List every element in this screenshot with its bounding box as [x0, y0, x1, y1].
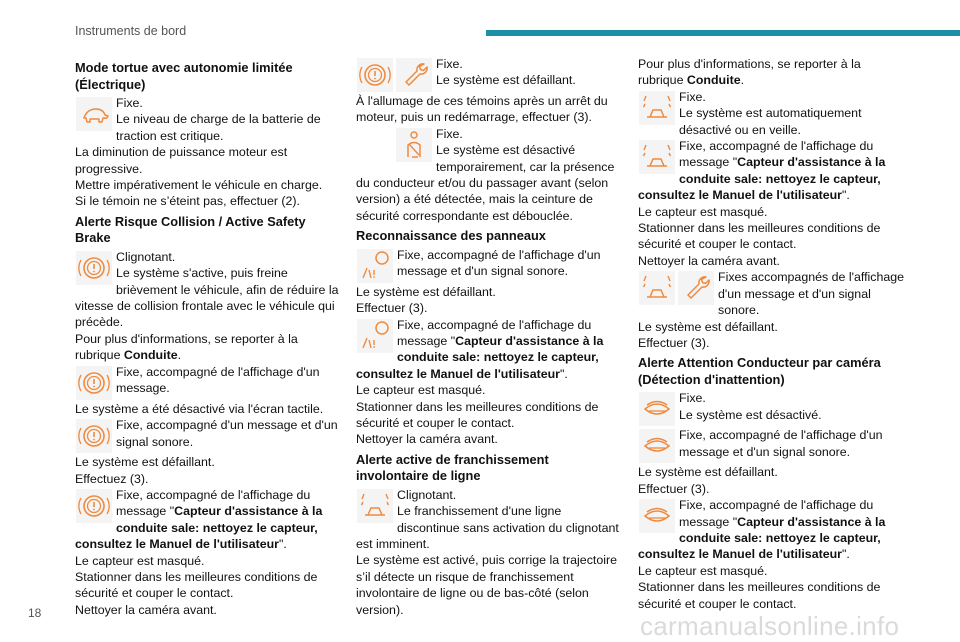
column-2: Fixe. Le système est défaillant. À l'allumage de ces témoins après un arrêt du moteur, puis un redémarrage, effectuer (3). Fixe. Le système est désactivé temporairement, car la présence du conducteur et/ou du passager avant (selon version) a été détectée, mais la ceinture de sécurité correspondante est débouclée. Reconnaissance des panneaux Fixe, accompagné de l'affichage d'un message et d'un signal sonore. Le système est défaillant. Effectuer (3). Fixe, accompagné de l'affichage du message "Capteur d'assistance à la conduite sale: nettoyez le capteur, consultez le Manuel de l'utilisateur". Le capteur est masqué. Stationner dans les meilleures conditions de sécurité et couper le contact. Nettoyer la caméra avant. Alerte active de franchissement involontaire de ligne Clignotant. Le franchissement d'une ligne discontinue sans activation du clignotant est imminent. Le système est activé, puis corrige la trajectoire s’il détecte un risque de franchissement involontaire de ligne ou de bas-côté (selon version). [356, 56, 624, 618]
driver-attention-eye-icon [638, 428, 676, 464]
driver-attention-eye-icon [638, 498, 676, 534]
warning-entry: Fixe. Le système est désactivé. [638, 390, 906, 423]
collision-alert-and-wrench-icon [356, 57, 433, 93]
collision-alert-icon [75, 488, 113, 524]
warning-entry: Fixe, accompagné de l'affichage d'un message. [75, 364, 343, 397]
warning-entry: Fixe, accompagné de l'affichage du message "Capteur d'assistance à la conduite sale: nettoyez le capteur, consultez le Manuel de l'utilisateur". [75, 487, 323, 552]
column-3: Pour plus d'informations, se reporter à la rubrique Conduite. Fixe. Le système est automatiquement désactivé ou en veille. Fixe, accompagné de l'affichage du message "Capteur d'assistance à la conduite sale: nettoyez le capteur, consultez le Manuel de l'utilisateur". Le capteur est masqué. Stationner dans les meilleures conditions de sécurité et couper le contact. Nettoyer la caméra avant. Fixes accompagnés de l'affichage d'un message et d'un signal sonore. Le système est défaillant. Effectuer (3). Alerte Attention Conducteur par caméra (Détection d'inattention) Fixe. Le système est désactivé. Fixe, accompagné de l'affichage d'un message et d'un signal sonore. Le système est défaillant. Effectuer (3). Fixe, accompagné de l'affichage du message "Capteur d'assistance à la conduite sale: nettoyez le capteur, consultez le Manuel de l'utilisateur". Le capteur est masqué. Stationner dans les meilleures conditions de sécurité et couper le contact. [638, 57, 905, 611]
watermark: carmanualsonline.info [640, 611, 900, 641]
section-title-sign-recognition: Reconnaissance des panneaux [356, 228, 546, 244]
column-1: Mode tortue avec autonomie limitée (Électrique) Fixe. Le niveau de charge de la batterie de traction est critique. La diminution de puissance moteur est progressive. Mettre impérativement le véhicule en charge. Si le témoin ne s’éteint pas, effectuer (2). Alerte Risque Collision / Active Safety Brake Clignotant. Le système s'active, puis freine brièvement le véhicule, afin de réduire la vitesse de collision frontale avec le véhicule qui précède. Pour plus d'informations, se reporter à la rubrique Conduite. Fixe, accompagné de l'affichage d'un message. Le système a été désactivé via l'écran tactile. Fixe, accompagné d'un message et d'un signal sonore. Le système est défaillant. Effectuez (3). Fixe, accompagné de l'affichage du message "Capteur d'assistance à la conduite sale: nettoyez le capteur, consultez le Manuel de l'utilisateur". Le capteur est masqué. Stationner dans les meilleures conditions de sécurité et couper le contact. Nettoyer la caméra avant. [75, 56, 343, 618]
warning-entry: Clignotant. Le franchissement d'une ligne discontinue sans activation du clignotant est imminent. [356, 487, 619, 552]
page-number: 18 [28, 606, 42, 620]
collision-alert-icon [75, 365, 113, 401]
warning-entry: Fixe, accompagné d'un message et d'un signal sonore. [75, 417, 343, 450]
driver-attention-eye-icon [638, 391, 676, 427]
warning-entry: Fixes accompagnés de l'affichage d'un message et d'un signal sonore. [638, 269, 906, 318]
traffic-sign-camera-icon [356, 318, 394, 354]
lane-departure-icon [638, 139, 676, 175]
lane-departure-icon [638, 90, 676, 126]
lane-departure-and-wrench-icon [638, 270, 715, 306]
section-title-lane-keeping: Alerte active de franchissement involontaire de ligne [356, 451, 549, 484]
warning-entry: Fixe, accompagné de l'affichage d'un message et d'un signal sonore. [638, 427, 906, 460]
warning-entry: Fixe, accompagné de l'affichage du message "Capteur d'assistance à la conduite sale: nettoyez le capteur, consultez le Manuel de l'utilisateur". [638, 498, 886, 562]
section-header-title: Instruments de bord [75, 24, 187, 38]
traffic-sign-camera-icon [356, 248, 394, 284]
warning-entry: Fixe, accompagné de l'affichage du message "Capteur d'assistance à la conduite sale: nettoyez le capteur, consultez le Manuel de l'utilisateur". [356, 317, 604, 381]
section-title-turtle-mode: Mode tortue avec autonomie limitée (Électrique) [75, 60, 293, 92]
warning-entry: Clignotant. Le système s'active, puis freine brièvement le véhicule, afin de réduire la vitesse de collision frontale avec le véhicule qui précède. [75, 249, 339, 330]
header-accent-bar [486, 30, 960, 36]
warning-entry: Fixe. Le système est désactivé temporairement, car la présence du conducteur et/ou du passager avant (selon version) a été détectée, mais la ceinture de sécurité correspondante est débouclée. [356, 126, 615, 223]
collision-alert-icon [75, 418, 113, 454]
seatbelt-icon [356, 127, 433, 163]
warning-entry: Fixe. Le système est défaillant. [356, 56, 624, 89]
section-title-collision-alert: Alerte Risque Collision / Active Safety Brake [75, 213, 306, 246]
warning-entry: Fixe, accompagné de l'affichage du message "Capteur d'assistance à la conduite sale: nettoyez le capteur, consultez le Manuel de l'utilisateur". [638, 139, 886, 203]
warning-entry: Fixe. Le niveau de charge de la batterie de traction est critique. [75, 95, 343, 144]
section-title-driver-attention: Alerte Attention Conducteur par caméra (Détection d'inattention) [638, 355, 881, 387]
collision-alert-icon [75, 250, 113, 286]
warning-entry: Fixe, accompagné de l'affichage d'un message et d'un signal sonore. [356, 247, 624, 280]
warning-entry: Fixe. Le système est automatiquement désactivé ou en veille. [638, 89, 906, 138]
lane-departure-icon [356, 488, 394, 524]
turtle-icon [75, 96, 113, 132]
